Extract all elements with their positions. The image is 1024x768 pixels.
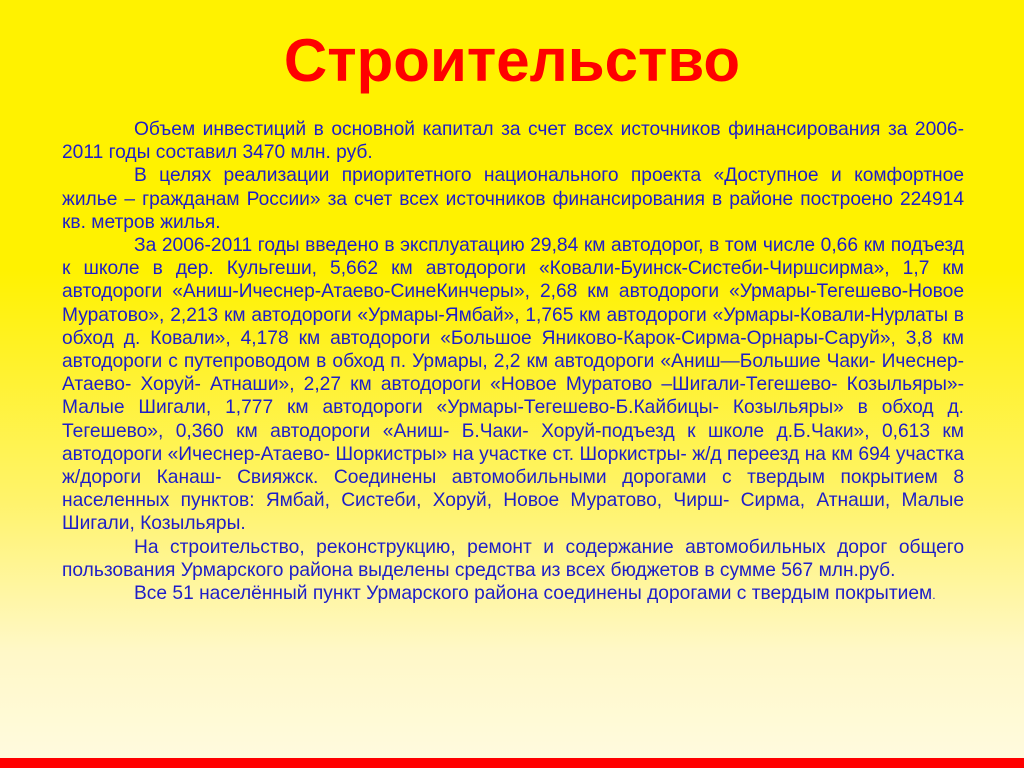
paragraph-settlements-text: Все 51 населённый пункт Урмарского района соединены дорогами с твердым покрытием bbox=[134, 583, 933, 605]
slide-title: Строительство bbox=[283, 27, 741, 94]
paragraph-housing: В целях реализации приоритетного национального проекта «Доступное и комфортное жилье – гражданам России» за счет всех источников финансирования в районе построено 224914 кв. метров жилья. bbox=[62, 165, 964, 233]
bottom-accent-bar bbox=[0, 758, 1024, 768]
paragraph-roads-commissioned: За 2006-2011 годы введено в эксплуатацию 29,84 км автодорог, в том числе 0,66 км подъезд к школе в дер. Кульгеши, 5,662 км автодороги «Ковали-Буинск-Систеби-Чиршсирма», 1,7 км автодороги «Аниш-Ичеснер-Атаево-СинеКинчеры», 2,68 км автодороги «Урмары-Тегешево-Новое Муратово», 2,213 км автодороги «Урмары-Ямбай», 1,765 км автодороги «Урмары-Ковали-Нурлаты в обход д. Ковали», 4,178 км автодороги «Большое Яниково-Карок-Сирма-Орнары-Саруй», 3,8 км автодороги с путепроводом в обход п. Урмары, 2,2 км автодороги «Аниш—Большие Чаки- Ичеснер-Атаево- Хоруй- Атнаши», 2,27 км автодороги «Новое Муратово –Шигали-Тегешево- Козыльяры»- Малые Шигали, 1,777 км автодороги «Урмары-Тегешево-Б.Кайбицы- Козыльяры» в обход д. Тегешево», 0,360 км автодороги «Аниш- Б.Чаки- Хоруй-подъезд к школе д.Б.Чаки», 0,613 км автодороги «Ичеснер-Атаево- Шоркистры» на участке ст. Шоркистры- ж/д переезд на км 694 участка ж/дороги Канаш- Свияжск. Соединены автомобильными дорогами с твердым покрытием 8 населенных пунктов: Ямбай, Систеби, Хоруй, Новое Муратово, Чирш- Сирма, Атнаши, Малые Шигали, Козыльяры. bbox=[62, 235, 964, 535]
paragraph-end-mark: . bbox=[932, 588, 936, 603]
paragraph-investments: Объем инвестиций в основной капитал за счет всех источников финансирования за 2006-2011 годы составил 3470 млн. руб. bbox=[62, 119, 964, 164]
slide-body bbox=[62, 118, 964, 607]
paragraph-road-funding: На строительство, реконструкцию, ремонт и содержание автомобильных дорог общего пользования Урмарского района выделены средства из всех бюджетов в сумме 567 млн.руб. bbox=[62, 536, 964, 581]
paragraph-settlements-connected bbox=[62, 582, 964, 607]
